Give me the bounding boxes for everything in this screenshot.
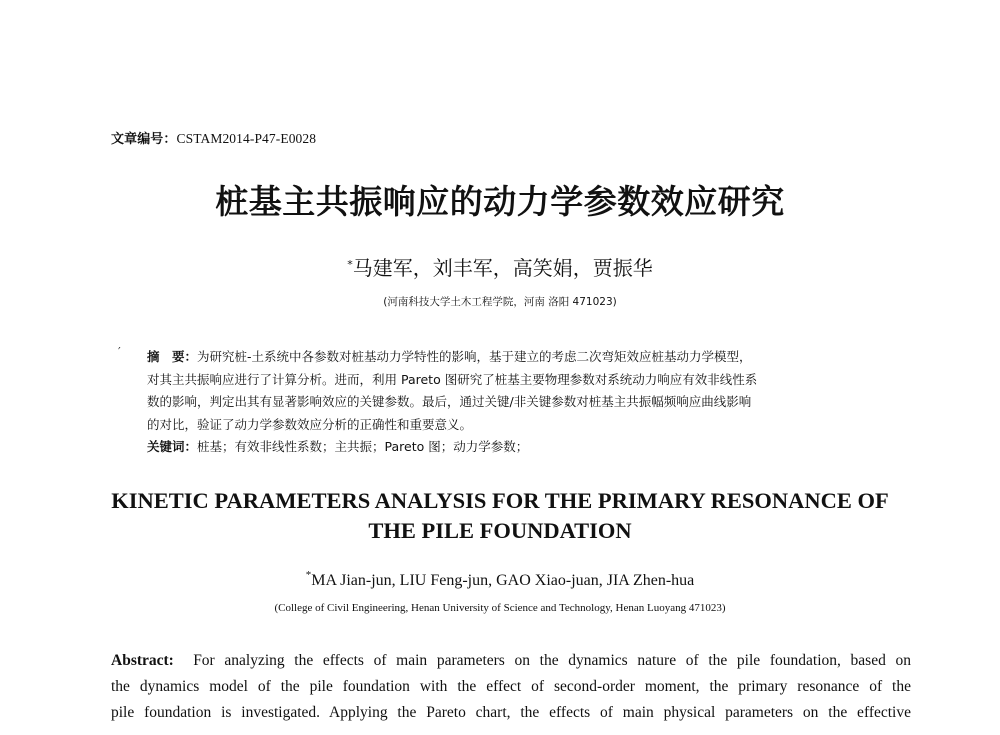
english-title-line: KINETIC PARAMETERS ANALYSIS FOR THE PRIMARY RESONANCE OF [111, 488, 889, 513]
chinese-abstract-line: 的对比，验证了动力学参数效应分析的正确性和重要意义。 [147, 416, 473, 432]
chinese-abstract-line: 对其主共振响应进行了计算分析。进而，利用 Pareto 图研究了桩基主要物理参数对系统动力响应有效非线性系 [147, 371, 758, 387]
english-author-list: MA Jian-jun, LIU Feng-jun, GAO Xiao-juan, JIA Zhen-hua [311, 572, 695, 589]
chinese-abstract-label: 摘 要： [147, 349, 198, 364]
chinese-author-list: 马建军，刘丰军，高笑娟，贾振华 [352, 256, 653, 280]
chinese-title: 桩基主共振响应的动力学参数效应研究 [215, 182, 785, 221]
english-abstract-text: For analyzing the effects of main parameters on the dynamics nature of the pile foundation, based on [193, 652, 912, 669]
chinese-abstract [147, 346, 887, 459]
english-abstract-line: pile foundation is investigated. Applying the Pareto chart, the effects of main physical parameters on the effective [111, 704, 911, 721]
english-abstract-label: Abstract: [111, 652, 174, 669]
english-abstract-line [111, 648, 911, 674]
chinese-keywords [147, 436, 887, 459]
english-affiliation: (College of Civil Engineering, Henan University of Science and Technology, Henan Luoyang 471023) [274, 602, 726, 614]
english-authors [0, 569, 1000, 590]
margin-mark: ′ [118, 345, 121, 359]
article-number-label: 文章编号： [111, 132, 177, 147]
chinese-abstract-line: 数的影响，判定出其有显著影响效应的关键参数。最后，通过关键/非关键参数对桩基主共振幅频响应曲线影响 [147, 394, 752, 409]
english-abstract-line: the dynamics model of the pile foundation with the effect of second-order moment, the primary resonance of the [111, 678, 911, 695]
chinese-affiliation: (河南科技大学土木工程学院，河南 洛阳 471023) [383, 296, 617, 308]
chinese-keywords-label: 关键词： [147, 439, 198, 454]
chinese-abstract-line [147, 346, 887, 369]
chinese-authors [0, 252, 1000, 281]
english-abstract [111, 648, 911, 726]
chinese-keywords-text: 桩基；有效非线性系数；主共振；Pareto 图；动力学参数； [197, 439, 529, 454]
english-title-line: THE PILE FOUNDATION [368, 518, 632, 543]
corresponding-author-marker: * [305, 569, 312, 581]
english-title [0, 486, 1000, 546]
corresponding-author-marker: * [347, 258, 353, 271]
chinese-abstract-text: 为研究桩-土系统中各参数对桩基动力学特性的影响，基于建立的考虑二次弯矩效应桩基动力学模型， [197, 349, 752, 364]
article-number [111, 128, 316, 147]
article-number-value: CSTAM2014-P47-E0028 [176, 131, 317, 146]
